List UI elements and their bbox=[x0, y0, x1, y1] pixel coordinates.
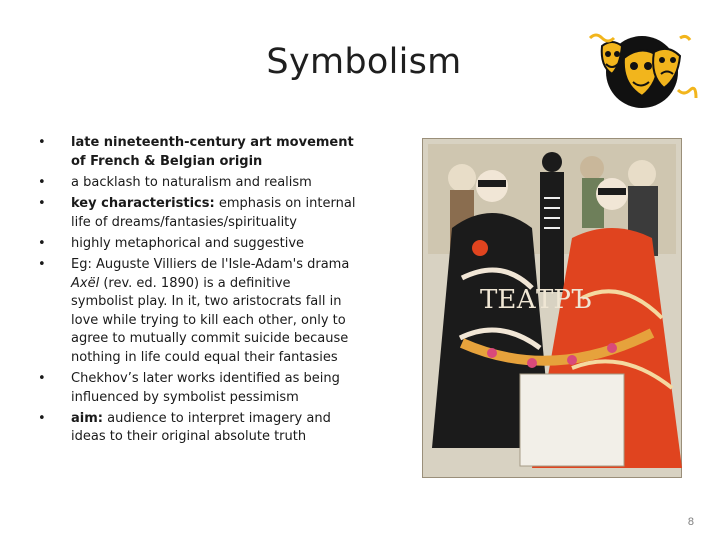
play-title: Axël bbox=[71, 275, 100, 291]
bullet-text: late nineteenth-century art movement of French & Belgian origin bbox=[71, 135, 354, 169]
bullet-glyph: • bbox=[38, 235, 46, 251]
bullet-glyph: • bbox=[38, 256, 46, 272]
bullet-label: aim: bbox=[71, 410, 103, 426]
bullet-list bbox=[38, 134, 356, 450]
bullet-glyph: • bbox=[38, 410, 46, 426]
poster-title: ТЕАТРЪ bbox=[480, 285, 592, 315]
bullet-item bbox=[38, 195, 356, 232]
theatre-poster-image bbox=[422, 138, 682, 478]
bullet-text: (rev. ed. 1890) is a definitive symbolist play. In it, two aristocrats fall in love while trying to kill each other, only to agree to mutually commit suicide because nothing in life could equal their fantasies bbox=[71, 275, 349, 365]
bullet-item bbox=[38, 410, 356, 447]
bullet-glyph: • bbox=[38, 371, 46, 387]
bullet-text: a backlash to naturalism and realism bbox=[71, 174, 312, 190]
bullet-item bbox=[38, 256, 356, 368]
bullet-text: Chekhov’s later works identified as being influenced by symbolist pessimism bbox=[71, 371, 340, 405]
page-number: 8 bbox=[687, 516, 694, 528]
bullet-glyph: • bbox=[38, 195, 46, 211]
slide-title: Symbolism bbox=[266, 42, 462, 82]
bullet-label: key characteristics: bbox=[71, 195, 215, 211]
bullet-text: audience to interpret imagery and ideas to their original absolute truth bbox=[71, 410, 331, 445]
bullet-text: Eg: Auguste Villiers de l'Isle-Adam's drama bbox=[71, 256, 350, 272]
bullet-item bbox=[38, 235, 356, 254]
bullet-glyph: • bbox=[38, 174, 46, 190]
bullet-item bbox=[38, 174, 356, 193]
bullet-text: emphasis on internal life of dreams/fantasies/spirituality bbox=[71, 195, 356, 230]
bullet-item bbox=[38, 370, 356, 407]
bullet-item bbox=[38, 134, 356, 171]
theatre-masks-icon bbox=[580, 28, 700, 114]
bullet-glyph: • bbox=[38, 135, 46, 150]
bullet-text: highly metaphorical and suggestive bbox=[71, 235, 305, 251]
